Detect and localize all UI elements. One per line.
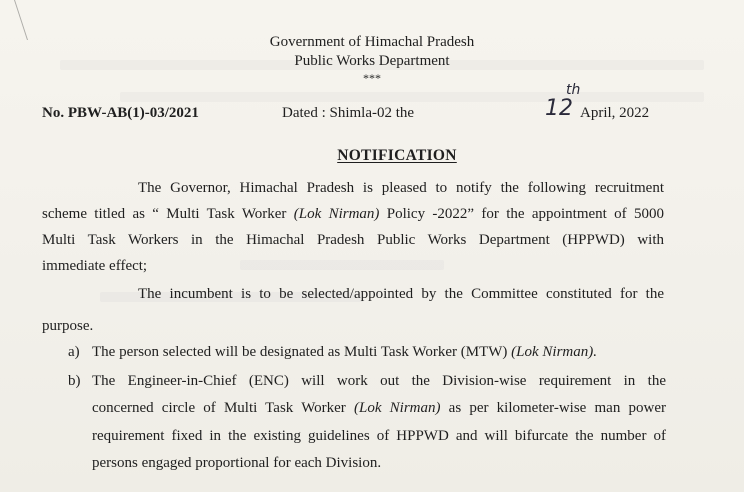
- item-b-line2-italic: (Lok Nirman): [353, 400, 441, 416]
- header-government: Government of Himachal Pradesh: [269, 34, 475, 50]
- para2-line1: The incumbent is to be selected/appointed by the Committee constituted for the: [138, 286, 664, 302]
- item-b-line3: requirement fixed in the existing guidelines of HPPWD and will bifurcate the number of: [92, 428, 666, 444]
- para1-line3: Multi Task Workers in the Himachal Pradesh Public Works Department (HPPWD) with: [42, 232, 664, 248]
- item-a-italic: (Lok Nirman).: [511, 344, 598, 360]
- date-month-year: April, 2022: [580, 105, 650, 121]
- item-a-line1: [92, 344, 666, 361]
- item-b-line1: The Engineer-in-Chief (ENC) will work out the Division-wise requirement in the: [92, 373, 666, 389]
- item-a-text: The person selected will be designated as Multi Task Worker (MTW): [92, 344, 512, 360]
- header-department: Public Works Department: [294, 53, 450, 69]
- para1-line4: immediate effect;: [42, 258, 148, 274]
- notification-title: [0, 147, 744, 165]
- para1-line2: [42, 206, 664, 223]
- item-b-marker: b): [68, 373, 81, 389]
- item-b-line2: [92, 400, 666, 417]
- reference-number: No. PBW-AB(1)-03/2021: [42, 105, 199, 121]
- para2-line2: purpose.: [42, 318, 94, 334]
- handwritten-day-suffix: th: [566, 82, 581, 98]
- para1-line1: The Governor, Himachal Pradesh is pleased to notify the following recruitment: [138, 180, 664, 196]
- para1-line2-part-c: Policy -2022” for the appointment of 5000: [379, 206, 664, 222]
- para1-line2-italic: (Lok Nirman): [293, 206, 380, 222]
- item-b-line2-part-a: concerned circle of Multi Task Worker: [92, 400, 354, 416]
- item-a-marker: a): [68, 344, 80, 360]
- para1-line2-part-a: scheme titled as “ Multi Task Worker: [42, 206, 294, 222]
- notification-title-text: NOTIFICATION: [337, 147, 457, 164]
- item-b-line2-part-c: as per kilometer-wise man power: [440, 400, 666, 416]
- header-stars: ***: [363, 71, 381, 85]
- bleed-through-line: [120, 92, 704, 102]
- handwritten-day: 12: [545, 96, 573, 121]
- item-b-line4: persons engaged proportional for each Division.: [92, 455, 382, 471]
- dated-label: Dated : Shimla-02 the: [282, 105, 415, 121]
